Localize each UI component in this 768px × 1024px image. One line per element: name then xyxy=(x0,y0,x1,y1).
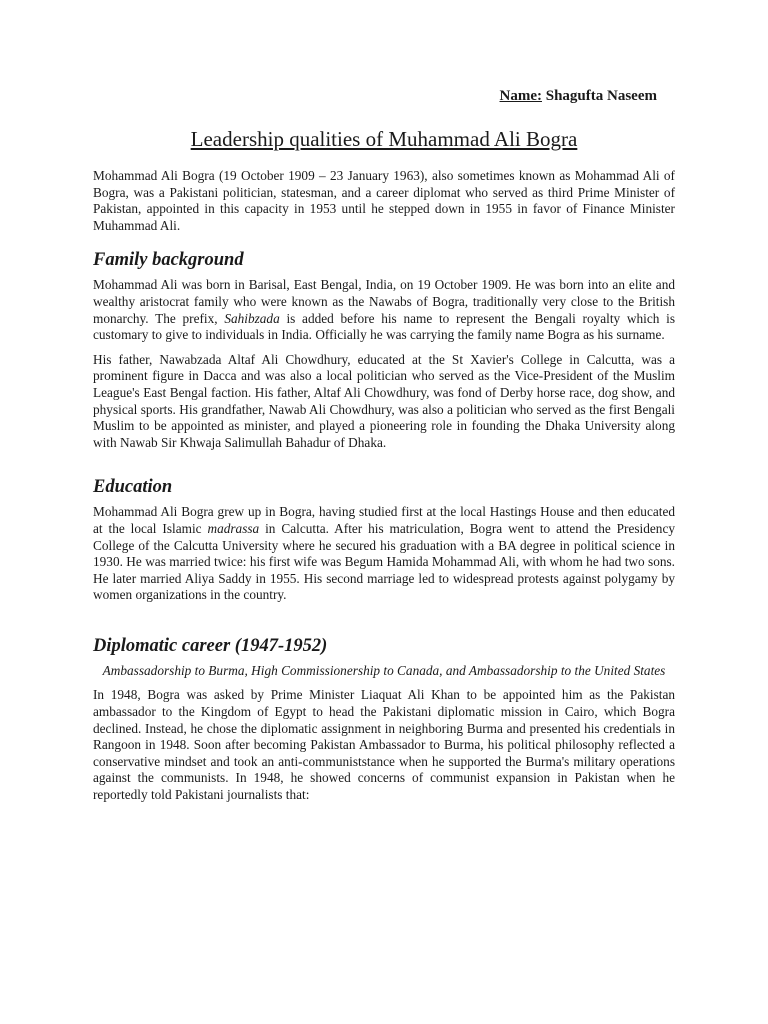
name-label: Name: xyxy=(499,88,542,104)
education-text-a: Mohammad Ali Bogra grew up in Bogra, having studied first at the local Hastings House and then educated at the local Islamic xyxy=(93,504,675,536)
diplomatic-heading: Diplomatic career (1947-1952) xyxy=(93,635,328,656)
family-p1-italic: Sahibzada xyxy=(224,310,280,326)
author-name: Shagufta Naseem xyxy=(545,88,657,104)
diplomatic-subheading: Ambassadorship to Burma, High Commissionership to Canada, and Ambassadorship to the United States xyxy=(102,662,666,678)
family-p1-text-a: Mohammad Ali was born in Barisal, East Bengal, India, on 19 October 1909. He was born into an elite and wealthy aristocrat family who were known as the Nawabs of Bogra, traditionally very close to the British monarchy. The prefix, xyxy=(93,277,675,326)
intro-paragraph: Mohammad Ali Bogra (19 October 1909 – 23 January 1963), also sometimes known as Mohammad Ali of Bogra, was a Pakistani politician, statesman, and a career diplomat who served as third Prime Minister of Pakistan, appointed in this capacity in 1953 until he stepped down in 1955 in favor of Finance Minister Muhammad Ali. xyxy=(93,168,675,233)
family-p1-text-b: is added before his name to represent the Bengali royalty which is customary to give to individuals in India. Officially he was carrying the family name Bogra as his surname. xyxy=(93,310,675,343)
education-paragraph xyxy=(93,504,675,604)
family-paragraph-2: His father, Nawabzada Altaf Ali Chowdhury, educated at the St Xavier's College in Calcutta, was a prominent figure in Dacca and was also a local politician who served as the Vice-President of the Muslim League's East Bengal faction. His father, Altaf Ali Chowdhury, was fond of Derby horse race, dog show, and physical sports. His grandfather, Nawab Ali Chowdhury, was also a politician who served as the first Bengali Muslim to be appointed as minister, and played a pioneering role in founding the Dhaka University along with Nawab Sir Khwaja Salimullah Bahadur of Dhaka. xyxy=(93,351,675,450)
family-heading: Family background xyxy=(93,250,244,271)
author-line xyxy=(93,88,657,105)
education-italic: madrassa xyxy=(207,520,260,536)
education-text-b: in Calcutta. After his matriculation, Bogra went to attend the Presidency College of the Calcutta University where he secured his graduation with a BA degree in political science in 1930. He was married twice: his first wife was Begum Hamida Mohammad Ali, with whom he had two sons. He later married Aliya Saddy in 1955. His second marriage led to widespread protests against polygamy by women organizations in the country. xyxy=(93,520,675,603)
document-title: Leadership qualities of Muhammad Ali Bogra xyxy=(190,127,578,151)
diplomatic-paragraph: In 1948, Bogra was asked by Prime Minister Liaquat Ali Khan to be appointed him as the Pakistan ambassador to the Kingdom of Egypt to head the Pakistani diplomatic mission in Cairo, which Bogra declined. Instead, he chose the diplomatic assignment in neighboring Burma and presented his credentials in Rangoon in 1948. Soon after becoming Pakistan Ambassador to Burma, his political philosophy reflected a conservative mindset and took an anti-communiststance when he supported the Burma's military operations against the communists. In 1948, he showed concerns of communist expansion in Pakistan when he reportedly told Pakistani journalists that: xyxy=(93,687,675,803)
family-paragraph-1 xyxy=(93,277,675,343)
education-heading: Education xyxy=(93,477,173,498)
